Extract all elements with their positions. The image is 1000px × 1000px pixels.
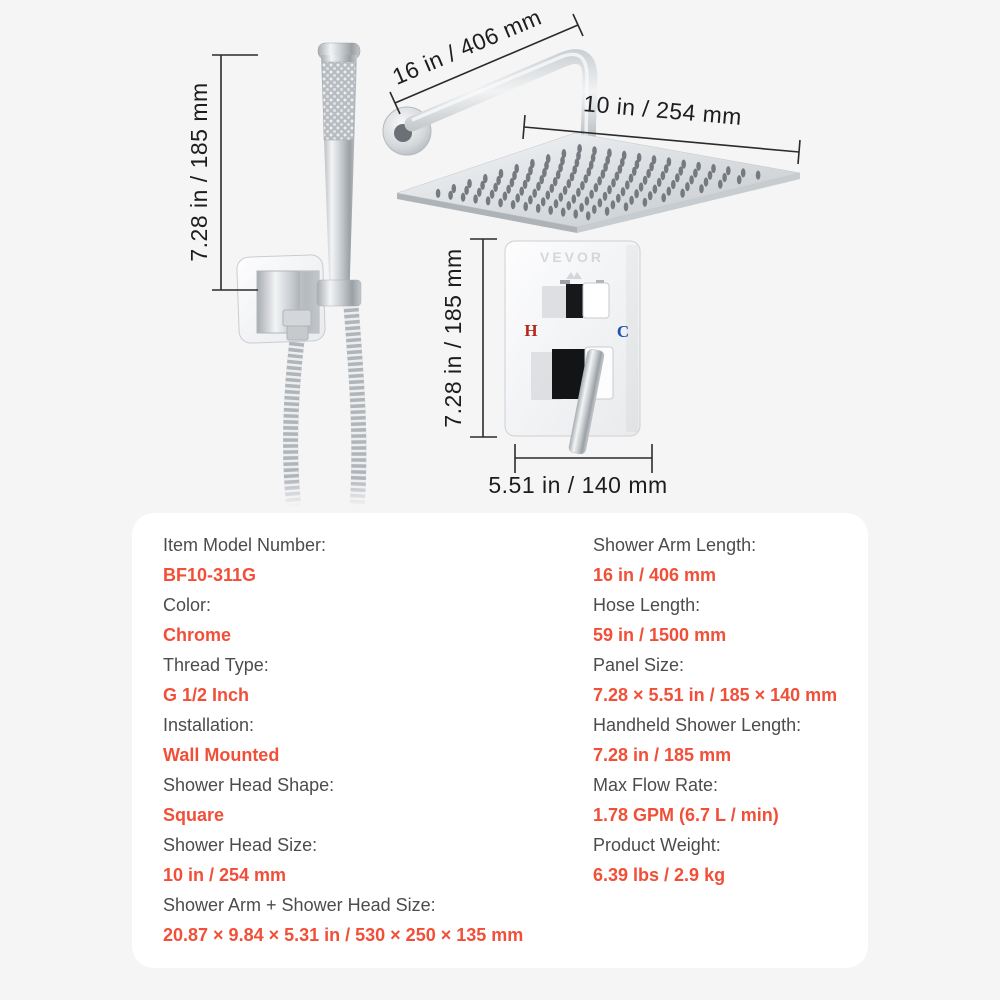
spec-card — [132, 513, 868, 968]
vevor-logo: VEVOR — [539, 249, 605, 265]
handheld-length-label: 7.28 in / 185 mm — [186, 82, 212, 262]
spec-value: 20.87 × 9.84 × 5.31 in / 530 × 250 × 135 mm — [163, 925, 524, 945]
spec-value: 7.28 in / 185 mm — [593, 745, 732, 765]
cold-label: C — [616, 322, 630, 341]
spec-label: Installation: — [163, 715, 255, 735]
spec-label: Thread Type: — [163, 655, 269, 675]
wall-bracket — [237, 255, 326, 344]
spec-item — [163, 770, 593, 830]
spec-item — [593, 710, 868, 770]
spec-value: Wall Mounted — [163, 745, 280, 765]
spec-value: 59 in / 1500 mm — [593, 625, 727, 645]
mixer-panel-illustration — [505, 241, 640, 455]
spec-value: 16 in / 406 mm — [593, 565, 717, 585]
head-size-label: 10 in / 254 mm — [582, 90, 744, 130]
spec-value: 6.39 lbs / 2.9 kg — [593, 865, 726, 885]
spec-item — [593, 770, 868, 830]
spec-item — [163, 890, 593, 950]
handheld-wand — [317, 43, 361, 306]
spec-label: Shower Head Size: — [163, 835, 318, 855]
panel-height-label: 7.28 in / 185 mm — [440, 248, 466, 428]
panel-height-dimension — [470, 239, 497, 437]
hose-fade — [250, 478, 430, 512]
spec-label: Product Weight: — [593, 835, 721, 855]
spec-item — [593, 530, 868, 590]
spec-label: Shower Arm + Shower Head Size: — [163, 895, 436, 915]
spec-item — [593, 590, 868, 650]
spec-item — [163, 590, 593, 650]
handheld-length-dimension — [212, 55, 258, 290]
spec-value: Square — [163, 805, 225, 825]
spec-value: 1.78 GPM (6.7 L / min) — [593, 805, 779, 825]
spec-value: G 1/2 Inch — [163, 685, 250, 705]
hot-label: H — [524, 321, 538, 340]
spec-item — [163, 710, 593, 770]
spec-label: Panel Size: — [593, 655, 685, 675]
spec-col-left — [163, 530, 593, 968]
spec-label: Shower Arm Length: — [593, 535, 757, 555]
spec-label: Hose Length: — [593, 595, 701, 615]
shower-head-illustration — [397, 133, 800, 233]
spec-value: BF10-311G — [163, 565, 257, 585]
spec-item — [163, 530, 593, 590]
spec-item — [593, 830, 868, 890]
handheld-shower-illustration — [237, 43, 361, 508]
spec-col-right — [593, 530, 868, 968]
spec-item — [163, 830, 593, 890]
panel-width-label: 5.51 in / 140 mm — [488, 472, 668, 498]
spec-value: Chrome — [163, 625, 232, 645]
spec-value: 10 in / 254 mm — [163, 865, 287, 885]
spec-label: Handheld Shower Length: — [593, 715, 802, 735]
spec-label: Color: — [163, 595, 212, 615]
spec-item — [593, 650, 868, 710]
spec-label: Item Model Number: — [163, 535, 327, 555]
spec-label: Shower Head Shape: — [163, 775, 335, 795]
spec-label: Max Flow Rate: — [593, 775, 719, 795]
arm-length-label: 16 in / 406 mm — [388, 3, 546, 90]
spec-value: 7.28 × 5.51 in / 185 × 140 mm — [593, 685, 838, 705]
spec-item — [163, 650, 593, 710]
